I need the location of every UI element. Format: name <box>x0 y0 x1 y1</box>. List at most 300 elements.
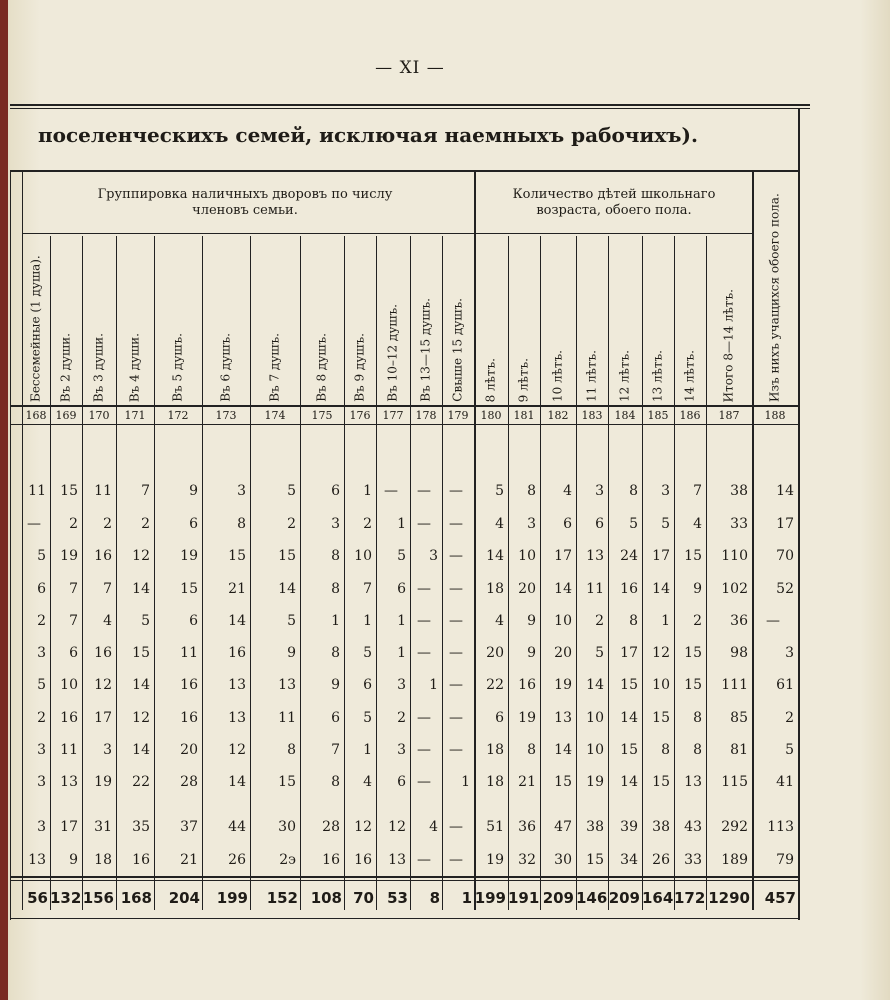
table-cell: 38 <box>652 819 670 835</box>
total-cell: 146 <box>576 889 608 907</box>
table-cell: 2 <box>785 710 794 726</box>
table-cell: 12 <box>132 710 150 726</box>
table-cell: 8 <box>331 548 340 564</box>
table-cell: 2 <box>595 613 604 629</box>
column-header-label: 13 лѣтъ. <box>650 349 665 402</box>
table-cell: 17 <box>620 645 638 661</box>
total-cell: 108 <box>310 889 342 907</box>
table-cell: 26 <box>228 852 246 868</box>
table-cell: 13 <box>388 852 406 868</box>
total-cell: 209 <box>542 889 574 907</box>
table-cell: 11 <box>28 483 46 499</box>
table-cell: 13 <box>60 774 78 790</box>
table-cell: 1 <box>661 613 670 629</box>
table-cell: 15 <box>586 852 604 868</box>
table-cell: 43 <box>684 819 702 835</box>
table-cell: 14 <box>486 548 504 564</box>
column-number: 174 <box>264 409 286 422</box>
column-number: 179 <box>447 409 469 422</box>
table-cell: 16 <box>518 677 536 693</box>
table-cell: 15 <box>554 774 572 790</box>
total-cell: 53 <box>387 889 408 907</box>
top-rule-thin <box>10 108 810 109</box>
table-cell: 20 <box>180 742 198 758</box>
table-cell: 52 <box>776 581 794 597</box>
table-cell: 6 <box>331 710 340 726</box>
table-cell: 20 <box>486 645 504 661</box>
column-number: 171 <box>124 409 146 422</box>
table-cell: 16 <box>228 645 246 661</box>
table-cell: 13 <box>554 710 572 726</box>
table-cell: 16 <box>180 677 198 693</box>
table-cell: 1 <box>397 516 406 532</box>
table-cell: 34 <box>620 852 638 868</box>
table-cell: — <box>417 852 431 868</box>
column-number: 176 <box>349 409 371 422</box>
table-cell: 16 <box>322 852 340 868</box>
table-cell: 10 <box>554 613 572 629</box>
table-cell: 12 <box>132 548 150 564</box>
table-cell: 15 <box>620 677 638 693</box>
table-cell: 10 <box>586 710 604 726</box>
column-header <box>674 238 706 402</box>
table-cell: 5 <box>495 483 504 499</box>
table-cell: 16 <box>94 548 112 564</box>
table-cell: 9 <box>693 581 702 597</box>
table-cell: 14 <box>228 774 246 790</box>
table-cell: 28 <box>180 774 198 790</box>
column-header-label: 10 лѣтъ. <box>550 349 565 402</box>
table-cell: 14 <box>586 677 604 693</box>
table-cell: — <box>449 483 463 499</box>
column-header <box>706 238 752 402</box>
table-cell: 4 <box>363 774 372 790</box>
children-group-title: Количество дѣтей школьнаго возраста, обоего пола. <box>512 187 716 218</box>
table-cell: 33 <box>730 516 748 532</box>
table-cell: 38 <box>586 819 604 835</box>
table-cell: — <box>417 710 431 726</box>
table-cell: 21 <box>518 774 536 790</box>
page-number: — XI — <box>375 58 445 78</box>
table-cell: 19 <box>586 774 604 790</box>
column-header-label: Въ 9 душъ. <box>352 333 367 402</box>
table-cell: 15 <box>652 774 670 790</box>
table-cell: 9 <box>527 613 536 629</box>
table-cell: 4 <box>495 516 504 532</box>
table-cell: 6 <box>189 516 198 532</box>
total-cell: 199 <box>216 889 248 907</box>
column-header-label: Изъ нихъ учащихся обоего пола. <box>767 193 782 402</box>
table-cell: 3 <box>429 548 438 564</box>
total-cell: 8 <box>429 889 440 907</box>
table-cell: 9 <box>331 677 340 693</box>
table-cell: 13 <box>684 774 702 790</box>
table-cell: 6 <box>495 710 504 726</box>
table-cell: 113 <box>767 819 794 835</box>
table-cell: — <box>417 774 431 790</box>
right-frame-line <box>798 108 800 920</box>
table-cell: — <box>417 613 431 629</box>
table-cell: 13 <box>28 852 46 868</box>
table-cell: 15 <box>278 548 296 564</box>
table-cell: 44 <box>228 819 246 835</box>
table-cell: 292 <box>721 819 748 835</box>
column-header-label: Въ 13—15 душъ. <box>418 298 433 402</box>
table-cell: 38 <box>730 483 748 499</box>
table-cell: 18 <box>486 742 504 758</box>
table-cell: 3 <box>37 819 46 835</box>
table-cell: 4 <box>563 483 572 499</box>
table-cell: 11 <box>180 645 198 661</box>
table-cell: — <box>27 516 41 532</box>
table-cell: 3 <box>37 774 46 790</box>
table-cell: 7 <box>69 581 78 597</box>
total-cell: 56 <box>27 889 48 907</box>
table-cell: 15 <box>684 645 702 661</box>
column-number: 177 <box>382 409 404 422</box>
column-header-label: Свыше 15 душъ. <box>450 298 465 402</box>
table-cell: 5 <box>397 548 406 564</box>
column-number: 187 <box>718 409 740 422</box>
column-header <box>250 238 300 402</box>
table-cell: 3 <box>397 677 406 693</box>
table-cell: 12 <box>652 645 670 661</box>
table-cell: 14 <box>776 483 794 499</box>
table-cell: 5 <box>141 613 150 629</box>
column-header-label: 11 лѣтъ. <box>584 349 599 402</box>
table-cell: 47 <box>554 819 572 835</box>
table-cell: 61 <box>776 677 794 693</box>
table-cell: 9 <box>69 852 78 868</box>
table-cell: — <box>449 677 463 693</box>
total-cell: 209 <box>608 889 640 907</box>
table-cell: 14 <box>132 742 150 758</box>
table-cell: 16 <box>94 645 112 661</box>
column-header-label: Въ 6 душъ. <box>218 333 233 402</box>
table-cell: 14 <box>620 710 638 726</box>
column-header <box>300 238 344 402</box>
table-cell: 17 <box>94 710 112 726</box>
table-cell: 7 <box>103 581 112 597</box>
table-cell: 3 <box>37 645 46 661</box>
table-cell: 14 <box>228 613 246 629</box>
table-cell: 11 <box>94 483 112 499</box>
table-cell: 15 <box>180 581 198 597</box>
column-header-label: 9 лѣтъ. <box>516 357 531 402</box>
table-cell: 13 <box>228 710 246 726</box>
column-header <box>50 238 82 402</box>
table-cell: 51 <box>486 819 504 835</box>
table-cell: 1 <box>363 742 372 758</box>
table-cell: 17 <box>652 548 670 564</box>
table-cell: 5 <box>37 548 46 564</box>
table-cell: 15 <box>278 774 296 790</box>
table-cell: 15 <box>60 483 78 499</box>
table-cell: 26 <box>652 852 670 868</box>
table-cell: 2 <box>37 613 46 629</box>
column-header-label: Въ 7 душъ. <box>267 333 282 402</box>
column-header-label: Въ 5 душъ. <box>170 333 185 402</box>
table-cell: 12 <box>94 677 112 693</box>
column-number: 170 <box>88 409 110 422</box>
table-cell: 7 <box>363 581 372 597</box>
table-cell: 2 <box>693 613 702 629</box>
table-cell: 13 <box>228 677 246 693</box>
table-cell: 20 <box>518 581 536 597</box>
table-cell: 3 <box>785 645 794 661</box>
column-number: 182 <box>547 409 569 422</box>
table-cell: 8 <box>527 483 536 499</box>
table-cell: 8 <box>237 516 246 532</box>
table-cell: 2 <box>69 516 78 532</box>
total-cell: 199 <box>474 889 506 907</box>
table-cell: 28 <box>322 819 340 835</box>
column-header <box>116 238 154 402</box>
table-cell: 8 <box>629 483 638 499</box>
total-cell: 132 <box>50 889 82 907</box>
table-cell: 8 <box>693 710 702 726</box>
column-header-label: 14 лѣтъ. <box>682 349 697 402</box>
table-cell: 31 <box>94 819 112 835</box>
table-cell: 2 <box>141 516 150 532</box>
table-cell: — <box>417 483 431 499</box>
table-cell: 2 <box>363 516 372 532</box>
left-frame-line <box>10 170 11 920</box>
table-cell: 7 <box>69 613 78 629</box>
table-cell: 8 <box>331 645 340 661</box>
total-cell: 156 <box>82 889 114 907</box>
total-cell: 1 <box>461 889 472 907</box>
table-cell: 2 <box>287 516 296 532</box>
table-cell: 18 <box>94 852 112 868</box>
bottom-rule <box>10 918 800 919</box>
table-cell: 14 <box>554 742 572 758</box>
table-cell: 32 <box>518 852 536 868</box>
table-cell: 5 <box>785 742 794 758</box>
total-cell: 191 <box>508 889 540 907</box>
table-cell: 15 <box>228 548 246 564</box>
table-cell: 4 <box>103 613 112 629</box>
table-cell: — <box>449 548 463 564</box>
table-cell: 19 <box>180 548 198 564</box>
table-cell: 2 <box>397 710 406 726</box>
table-cell: 9 <box>189 483 198 499</box>
table-cell: 33 <box>684 852 702 868</box>
table-cell: 14 <box>132 581 150 597</box>
table-cell: 15 <box>652 710 670 726</box>
table-cell: 9 <box>527 645 536 661</box>
column-header <box>410 238 442 402</box>
table-cell: 1 <box>397 613 406 629</box>
table-cell: 7 <box>141 483 150 499</box>
table-cell: 5 <box>287 483 296 499</box>
table-cell: 102 <box>721 581 748 597</box>
table-cell: 8 <box>629 613 638 629</box>
table-cell: 14 <box>554 581 572 597</box>
table-cell: 7 <box>331 742 340 758</box>
total-cell: 172 <box>674 889 706 907</box>
table-cell: 41 <box>776 774 794 790</box>
table-cell: 30 <box>278 819 296 835</box>
table-cell: 1 <box>461 774 470 790</box>
table-cell: 15 <box>684 548 702 564</box>
column-header <box>540 238 576 402</box>
table-cell: 22 <box>486 677 504 693</box>
table-cell: 6 <box>363 677 372 693</box>
table-cell: 5 <box>287 613 296 629</box>
table-cell: 3 <box>397 742 406 758</box>
table-cell: 5 <box>629 516 638 532</box>
table-cell: 3 <box>37 742 46 758</box>
table-cell: 6 <box>563 516 572 532</box>
column-number: 173 <box>215 409 237 422</box>
column-header <box>376 238 410 402</box>
total-cell: 70 <box>353 889 374 907</box>
table-cell: 3 <box>595 483 604 499</box>
table-cell: 22 <box>132 774 150 790</box>
table-cell: 4 <box>693 516 702 532</box>
column-header <box>642 238 674 402</box>
table-cell: 2 <box>37 710 46 726</box>
table-cell: 18 <box>486 774 504 790</box>
table-cell: 13 <box>278 677 296 693</box>
table-cell: 10 <box>652 677 670 693</box>
table-cell: 5 <box>595 645 604 661</box>
table-cell: 5 <box>661 516 670 532</box>
households-group-underline <box>22 233 474 234</box>
table-cell: 36 <box>730 613 748 629</box>
table-cell: 12 <box>354 819 372 835</box>
households-group-title: Группировка наличныхъ дворовъ по числу членовъ семьи. <box>97 187 393 218</box>
table-cell: 79 <box>776 852 794 868</box>
table-cell: 3 <box>237 483 246 499</box>
table-cell: 111 <box>721 677 748 693</box>
table-cell: 1 <box>429 677 438 693</box>
column-header-bottom-rule <box>10 405 800 407</box>
table-cell: 6 <box>595 516 604 532</box>
table-cell: 15 <box>132 645 150 661</box>
table-cell: 1 <box>363 483 372 499</box>
table-cell: 2 <box>103 516 112 532</box>
table-cell: 19 <box>94 774 112 790</box>
table-cell: 1 <box>397 645 406 661</box>
table-cell: 6 <box>69 645 78 661</box>
children-group-underline <box>474 233 752 234</box>
table-cell: 14 <box>132 677 150 693</box>
table-cell: 10 <box>60 677 78 693</box>
table-cell: 5 <box>37 677 46 693</box>
column-number: 180 <box>480 409 502 422</box>
column-number: 172 <box>167 409 189 422</box>
table-cell: — <box>449 581 463 597</box>
column-header <box>154 238 202 402</box>
table-cell: — <box>417 645 431 661</box>
total-cell: 457 <box>764 889 796 907</box>
column-header <box>82 238 116 402</box>
column-header-label: Въ 4 души. <box>127 332 142 402</box>
table-cell: 16 <box>60 710 78 726</box>
column-header <box>202 238 250 402</box>
table-cell: 37 <box>180 819 198 835</box>
table-cell: 4 <box>495 613 504 629</box>
totals-top-rule <box>10 876 800 878</box>
column-header-label: Въ 2 души. <box>58 332 73 402</box>
table-cell: 14 <box>652 581 670 597</box>
table-cell: 35 <box>132 819 150 835</box>
table-cell: 8 <box>331 774 340 790</box>
table-cell: 10 <box>518 548 536 564</box>
table-cell: 6 <box>331 483 340 499</box>
table-cell: 19 <box>554 677 572 693</box>
table-cell: 19 <box>486 852 504 868</box>
table-cell: — <box>417 581 431 597</box>
column-number: 175 <box>311 409 333 422</box>
column-number-rule <box>10 424 800 425</box>
total-cell: 164 <box>642 889 674 907</box>
column-header <box>576 238 608 402</box>
table-cell: — <box>417 742 431 758</box>
table-cell: 5 <box>363 645 372 661</box>
table-cell: 17 <box>776 516 794 532</box>
table-cell: 3 <box>331 516 340 532</box>
table-cell: 5 <box>363 710 372 726</box>
table-cell: 15 <box>684 677 702 693</box>
table-cell: 3 <box>103 742 112 758</box>
column-header-label: Бессемейные (1 душа). <box>28 255 43 402</box>
table-cell: 12 <box>388 819 406 835</box>
column-number: 185 <box>647 409 669 422</box>
column-number: 181 <box>513 409 535 422</box>
table-cell: — <box>449 819 463 835</box>
table-cell: 21 <box>180 852 198 868</box>
table-cell: 14 <box>620 774 638 790</box>
table-cell: — <box>449 516 463 532</box>
table-cell: 11 <box>586 581 604 597</box>
table-cell: 19 <box>60 548 78 564</box>
table-cell: — <box>417 516 431 532</box>
table-cell: — <box>449 742 463 758</box>
table-cell: 98 <box>730 645 748 661</box>
column-number: 178 <box>415 409 437 422</box>
table-cell: 13 <box>586 548 604 564</box>
column-header <box>22 238 50 402</box>
table-cell: 6 <box>397 581 406 597</box>
column-header-label: Въ 8 душъ. <box>314 333 329 402</box>
table-cell: 2э <box>279 852 296 868</box>
table-cell: 17 <box>554 548 572 564</box>
table-cell: 70 <box>776 548 794 564</box>
table-cell: 39 <box>620 819 638 835</box>
table-cell: — <box>449 645 463 661</box>
totals-top-rule-thin <box>10 880 800 881</box>
table-cell: — <box>449 613 463 629</box>
column-header <box>608 238 642 402</box>
column-number: 169 <box>55 409 77 422</box>
table-cell: 30 <box>554 852 572 868</box>
table-cell: 4 <box>429 819 438 835</box>
table-cell: 1 <box>331 613 340 629</box>
table-cell: 21 <box>228 581 246 597</box>
table-cell: 6 <box>189 613 198 629</box>
table-cell: 3 <box>661 483 670 499</box>
column-number: 183 <box>581 409 603 422</box>
table-cell: 24 <box>620 548 638 564</box>
table-cell: 11 <box>278 710 296 726</box>
table-cell: 189 <box>721 852 748 868</box>
table-cell: 9 <box>287 645 296 661</box>
table-cell: 8 <box>287 742 296 758</box>
total-cell: 152 <box>266 889 298 907</box>
